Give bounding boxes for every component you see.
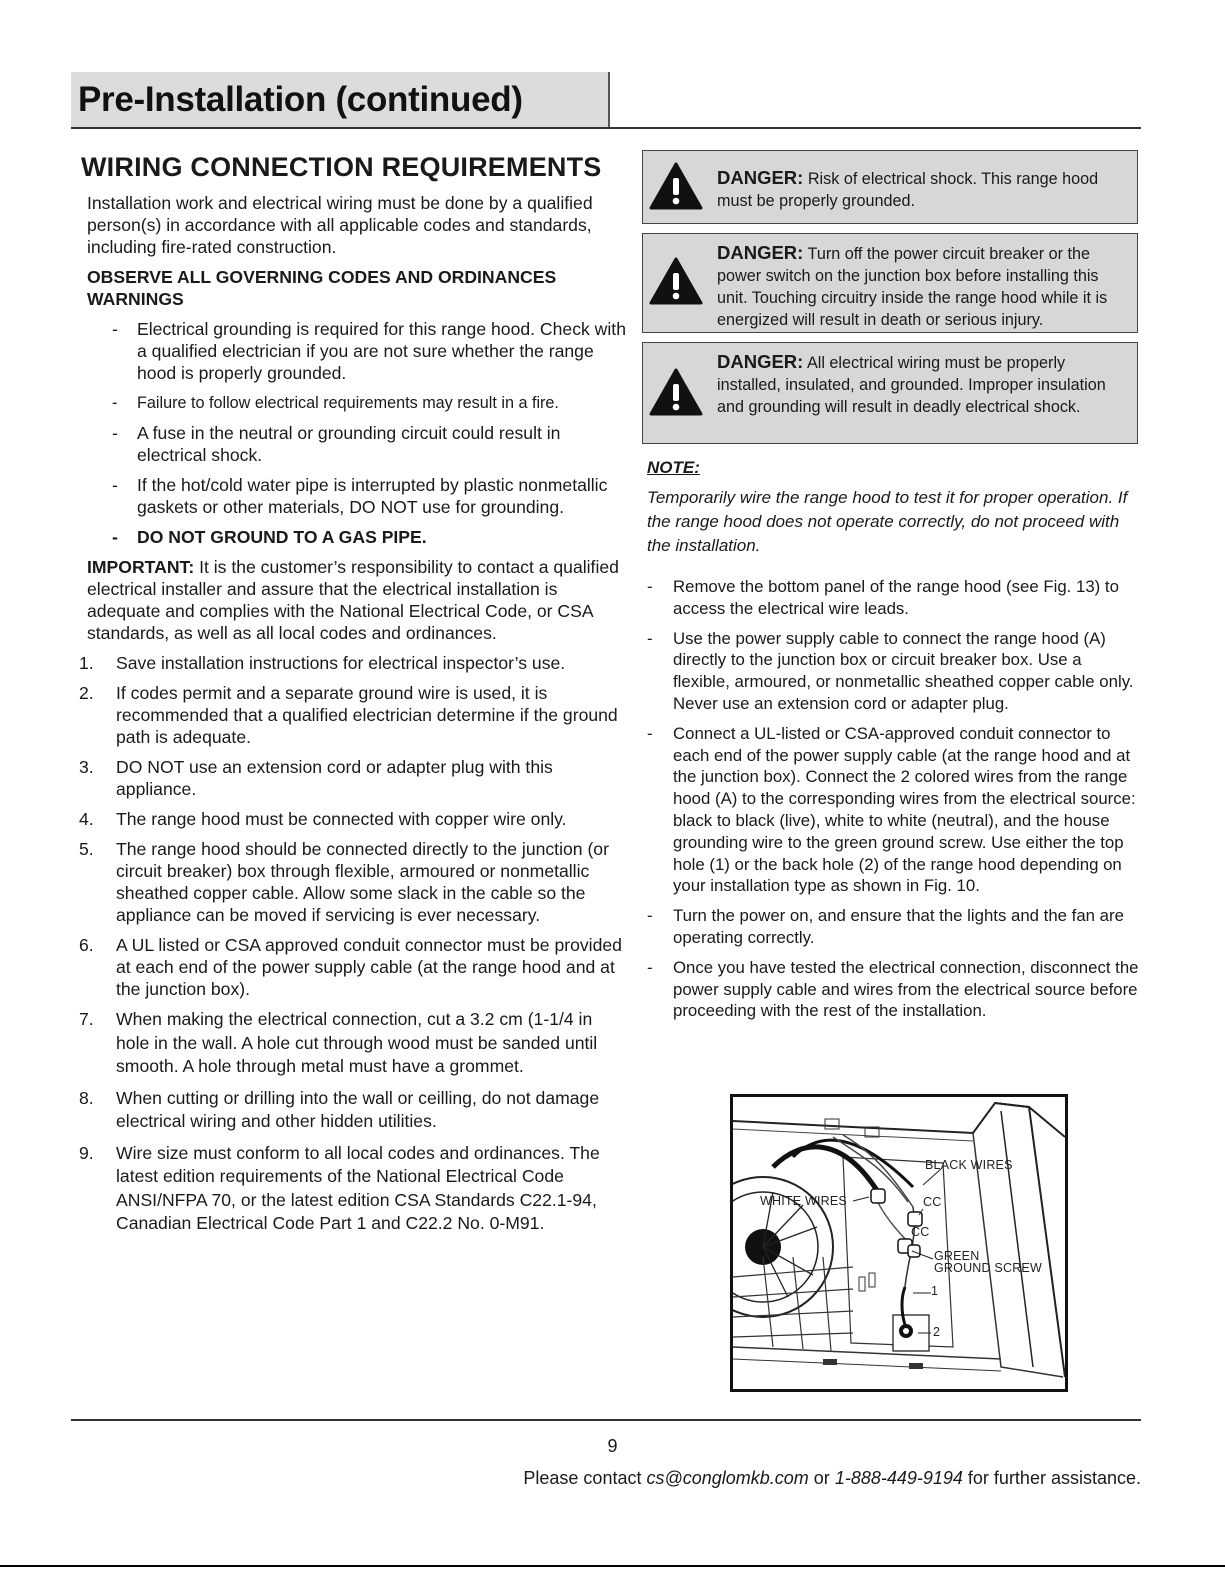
left-column <box>79 152 627 1244</box>
list-item: 1. Save installation instructions for electrical inspector’s use. <box>79 653 566 673</box>
label-black-wires: BLACK WIRES <box>925 1158 1013 1172</box>
section-heading: WIRING CONNECTION REQUIREMENTS <box>81 152 602 182</box>
list-item: - Turn the power on, and ensure that the lights and the fan are operating correctly. <box>647 906 1124 947</box>
page-title: Pre-Installation (continued) <box>78 80 523 119</box>
contact-line: Please contact cs@conglomkb.com or 1-888-449-9194 for further assistance. <box>523 1468 1141 1488</box>
label-hole-1: 1 <box>931 1284 939 1298</box>
wiring-diagram-drawing <box>733 1097 1065 1389</box>
note-label: NOTE: <box>647 458 700 477</box>
list-item: - DO NOT GROUND TO A GAS PIPE. <box>112 527 427 547</box>
list-item: 2. If codes permit and a separate ground wire is used, it is recommended that a qualified electrician determine if the ground path is adequate. <box>79 683 618 747</box>
list-item: - Failure to follow electrical requirements may result in a fire. <box>112 394 559 412</box>
list-item: 5. The range hood should be connected directly to the junction (or circuit breaker) box through flexible, armoured or nonmetallic sheathed copper cable. Allow some slack in the cable so the appliance can be moved if servicing is ever necessary. <box>79 839 609 925</box>
danger-text: DANGER: All electrical wiring must be properly installed, insulated, and grounded. Improper insulation and grounding will result in deadly electrical shock. <box>717 351 1106 416</box>
warning-icon <box>649 367 703 417</box>
warnings-list <box>79 318 627 548</box>
header-divider <box>71 127 1141 129</box>
contact-phone: 1-888-449-9194 <box>834 1468 963 1488</box>
right-column <box>647 458 1142 1030</box>
requirements-list <box>79 652 627 1236</box>
label-ground-screw: GROUND SCREW <box>934 1261 1042 1275</box>
list-item: - If the hot/cold water pipe is interrupted by plastic nonmetallic gaskets or other materials, DO NOT use for grounding. <box>112 475 608 517</box>
label-green: GREEN <box>934 1249 980 1263</box>
intro-paragraph: Installation work and electrical wiring must be done by a qualified person(s) in accordance with all applicable codes and standards, including fire-rated construction. <box>87 193 593 257</box>
label-cc-bottom: CC <box>911 1225 930 1239</box>
danger-box-power-off <box>642 233 1138 333</box>
danger-text: DANGER: Turn off the power circuit breaker or the power switch on the junction box before installing this unit. Touching circuitry inside the range hood while it is energized will result in death or serious injury. <box>717 242 1108 329</box>
list-item: - Remove the bottom panel of the range hood (see Fig. 13) to access the electrical wire leads. <box>647 577 1119 618</box>
warning-icon <box>649 256 703 306</box>
page-bottom-edge <box>0 1565 1225 1567</box>
danger-box-grounding <box>642 150 1138 224</box>
footer-divider <box>71 1419 1141 1421</box>
important-label: IMPORTANT: <box>87 557 195 577</box>
list-item: 9. Wire size must conform to all local codes and ordinances. The latest edition requirements of the National Electrical Code ANSI/NFPA 70, or the latest edition CSA Standards C22.1-94, Canadian Electrical Code Part 1 and C22.2 No. 0-M91. <box>79 1142 600 1233</box>
list-item: - Connect a UL-listed or CSA-approved conduit connector to each end of the power supply cable (at the range hood and at the junction box). Connect the 2 colored wires from the range hood (A) to the corresponding wires from the electrical source: black to black (live), white to white (neutral), and the house grounding wire to the green ground screw. Use either the top hole (1) or the back hole (2) of the range hood depending on your installation type as shown in Fig. 10. <box>647 723 1136 896</box>
list-item: - Use the power supply cable to connect the range hood (A) directly to the junction box or circuit breaker box. Use a flexible, armoured, or nonmetallic sheathed copper cable only. Never use an extension cord or adapter plug. <box>647 628 1134 713</box>
label-hole-2: 2 <box>933 1325 941 1339</box>
list-item: - Electrical grounding is required for this range hood. Check with a qualified electrician if you are not sure whether the range hood is properly grounded. <box>112 319 626 383</box>
warning-icon <box>649 161 703 211</box>
observe-codes-heading: OBSERVE ALL GOVERNING CODES AND ORDINANCES WARNINGS <box>87 267 557 309</box>
list-item: 8. When cutting or drilling into the wall or ceilling, do not damage electrical wiring and other hidden utilities. <box>79 1087 600 1131</box>
label-white-wires: WHITE WIRES <box>760 1194 847 1208</box>
wiring-diagram <box>730 1094 1068 1392</box>
list-item: 4. The range hood must be connected with copper wire only. <box>79 809 567 829</box>
note-text: Temporarily wire the range hood to test it for proper operation. If the range hood does not operate correctly, do not proceed with the installation. <box>647 488 1128 555</box>
danger-box-wiring <box>642 342 1138 444</box>
danger-text: DANGER: Risk of electrical shock. This range hood must be properly grounded. <box>717 167 1099 210</box>
list-item: 3. DO NOT use an extension cord or adapter plug with this appliance. <box>79 757 553 799</box>
contact-email: cs@conglomkb.com <box>646 1468 809 1488</box>
list-item: - Once you have tested the electrical connection, disconnect the power supply cable and wires from the electrical source before proceeding with the rest of the installation. <box>647 957 1139 1021</box>
label-cc-top: CC <box>923 1195 942 1209</box>
list-item: 7. When making the electrical connection, cut a 3.2 cm (1-1/4 in hole in the wall. A hole cut through wood must be sanded until smooth. A hole through metal must have a grommet. <box>79 1009 598 1076</box>
list-item: 6. A UL listed or CSA approved conduit connector must be provided at each end of the power supply cable (at the range hood and at the junction box). <box>79 935 622 999</box>
list-item: - A fuse in the neutral or grounding circuit could result in electrical shock. <box>112 423 561 465</box>
important-paragraph: IMPORTANT: It is the customer’s responsibility to contact a qualified electrical installer and assure that the electrical installation is adequate and complies with the National Electrical Code, or CSA standards, as well as all local codes and ordinances. <box>87 557 619 643</box>
page-number: 9 <box>607 1436 618 1456</box>
